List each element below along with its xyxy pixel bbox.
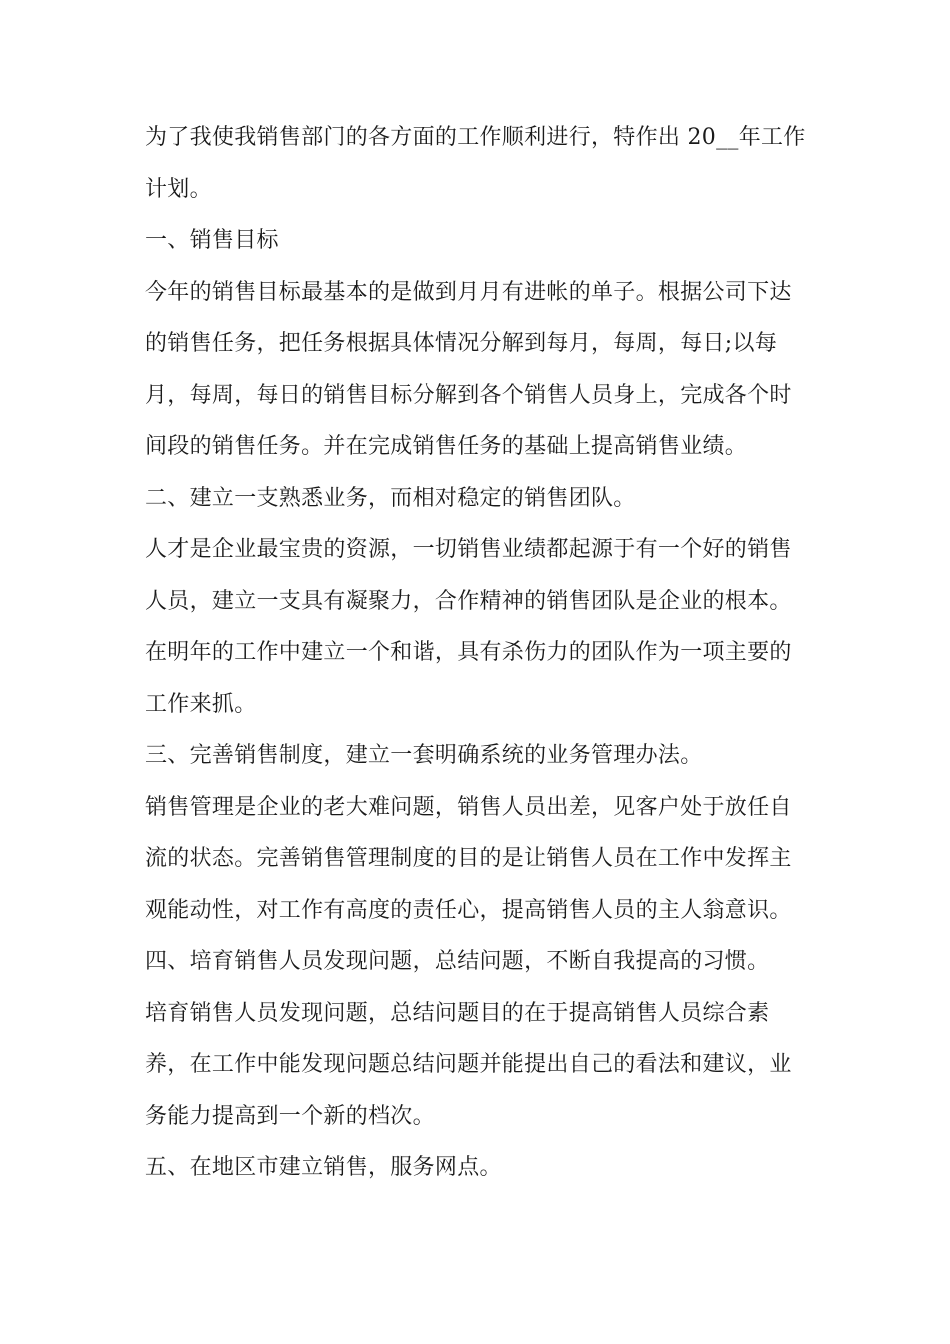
paragraph-line: 在明年的工作中建立一个和谐，具有杀伤力的团队作为一项主要的 <box>145 640 792 665</box>
intro-line-2: 计划。 <box>145 176 212 202</box>
paragraph-line: 人员，建立一支具有凝聚力，合作精神的销售团队是企业的根本。 <box>145 588 792 614</box>
paragraph-line: 观能动性，对工作有高度的责任心，提高销售人员的主人翁意识。 <box>145 897 792 923</box>
section-heading-3: 三、完善销售制度，建立一套明确系统的业务管理办法。 <box>145 743 703 768</box>
intro-line-1: 为了我使我销售部门的各方面的工作顺利进行，特作出 20__年工作 <box>145 125 806 150</box>
paragraph-line: 培育销售人员发现问题，总结问题目的在于提高销售人员综合素 <box>145 1000 770 1026</box>
paragraph-line: 今年的销售目标最基本的是做到月月有进帐的单子。根据公司下达 <box>145 279 792 305</box>
section-heading-4: 四、培育销售人员发现问题，总结问题，不断自我提高的习惯。 <box>145 949 770 974</box>
paragraph-line: 养，在工作中能发现问题总结问题并能提出自己的看法和建议，业 <box>145 1052 792 1077</box>
document-body <box>145 112 805 1194</box>
paragraph-line: 的销售任务，把任务根据具体情况分解到每月，每周，每日;以每 <box>145 331 778 356</box>
section-heading-2: 二、建立一支熟悉业务，而相对稳定的销售团队。 <box>145 485 636 511</box>
paragraph-line: 月，每周，每日的销售目标分解到各个销售人员身上，完成各个时 <box>145 382 792 408</box>
paragraph-line: 工作来抓。 <box>145 691 257 717</box>
section-heading-5: 五、在地区市建立销售，服务网点。 <box>145 1155 502 1180</box>
paragraph-line: 人才是企业最宝贵的资源，一切销售业绩都起源于有一个好的销售 <box>145 537 792 562</box>
paragraph-line: 流的状态。完善销售管理制度的目的是让销售人员在工作中发挥主 <box>145 846 792 871</box>
paragraph-line: 销售管理是企业的老大难问题，销售人员出差，见客户处于放任自 <box>145 794 792 820</box>
paragraph-line: 间段的销售任务。并在完成销售任务的基础上提高销售业绩。 <box>145 434 748 459</box>
section-heading-1: 一、销售目标 <box>145 228 279 253</box>
paragraph-line: 务能力提高到一个新的档次。 <box>145 1103 435 1129</box>
